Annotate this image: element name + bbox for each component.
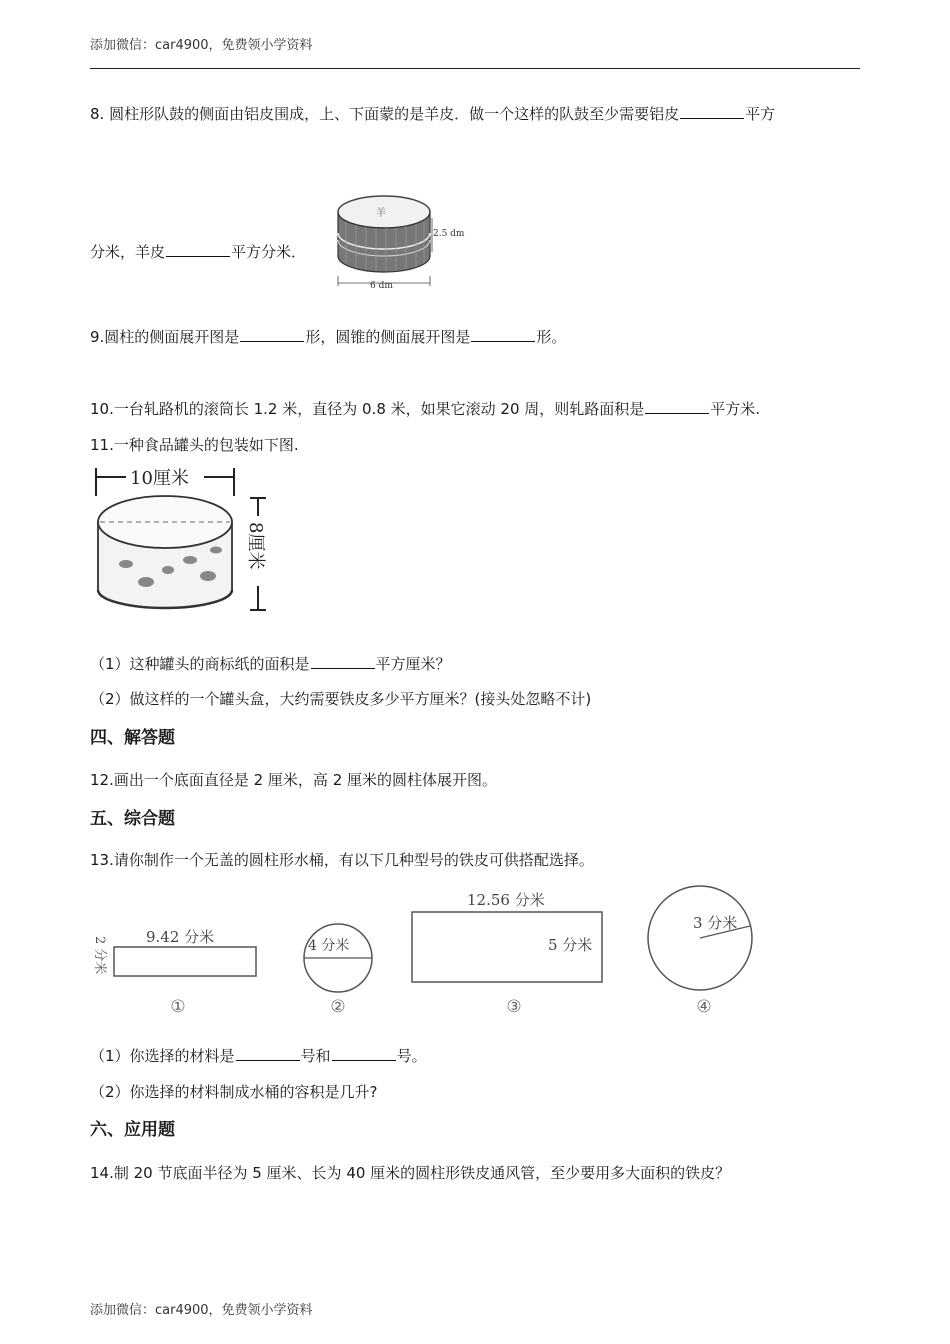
section-6-title: 六、应用题: [90, 1120, 175, 1140]
question-11-part2: （2）做这样的一个罐头盒，大约需要铁皮多少平方厘米？(接头处忽略不计): [90, 690, 592, 708]
question-8-line1: [90, 103, 775, 124]
q13-blank-1[interactable]: [236, 1046, 300, 1061]
q8-blank-aluminum[interactable]: [680, 104, 744, 119]
question-10: [90, 398, 760, 419]
materials-figure: [90, 880, 770, 1020]
material-1-rect: [114, 947, 256, 976]
q13-p1-text-c: 号。: [396, 1047, 427, 1065]
page-header: 添加微信：car4900，免费领小学资料: [90, 38, 313, 53]
material-2-number: ②: [330, 997, 346, 1017]
question-9: [90, 326, 566, 347]
q9-text-b: 形，圆锥的侧面展开图是: [305, 328, 471, 346]
q10-text-b: 平方米.: [710, 400, 761, 418]
q8-text-d: 平方分米．: [231, 243, 307, 261]
q8-blank-sheepskin[interactable]: [166, 242, 230, 257]
drum-height-label: 2.5 dm: [433, 229, 465, 239]
q11-p1-text-b: 平方厘米？: [375, 655, 451, 673]
material-4-radius-label: 3 分米: [693, 914, 738, 932]
q8-text-a: 8. 圆柱形队鼓的侧面由铝皮围成，上、下面蒙的是羊皮．做一个这样的队鼓至少需要铝皮: [90, 105, 680, 123]
material-1-number: ①: [170, 997, 186, 1017]
question-8-line2: [90, 241, 306, 262]
q9-text-a: 9.圆柱的侧面展开图是: [90, 328, 240, 346]
material-3-width-label: 12.56 分米: [467, 891, 545, 909]
material-3-height-label: 5 分米: [548, 936, 593, 954]
q8-text-c: 分米，羊皮: [90, 243, 166, 261]
material-3-number: ③: [506, 997, 522, 1017]
q8-text-b: 平方: [745, 105, 776, 123]
q13-p1-text-a: （1）你选择的材料是: [90, 1047, 235, 1065]
question-13-part2: （2）你选择的材料制成水桶的容积是几升?: [90, 1083, 378, 1101]
q9-blank-1[interactable]: [240, 327, 304, 342]
material-1-width-label: 9.42 分米: [146, 928, 215, 946]
section-4-title: 四、解答题: [90, 728, 175, 748]
question-12: 12.画出一个底面直径是 2 厘米，高 2 厘米的圆柱体展开图。: [90, 771, 498, 789]
q9-blank-2[interactable]: [471, 327, 535, 342]
q11-p1-text-a: （1）这种罐头的商标纸的面积是: [90, 655, 310, 673]
material-1-height-label: 2 分米: [92, 936, 107, 975]
q10-blank[interactable]: [645, 399, 709, 414]
material-2-diameter-label: 4 分米: [308, 938, 350, 954]
question-13-part1: [90, 1045, 427, 1066]
question-11-stem: 11.一种食品罐头的包装如下图.: [90, 436, 299, 454]
question-13-stem: 13.请你制作一个无盖的圆柱形水桶，有以下几种型号的铁皮可供搭配选择。: [90, 851, 594, 869]
q9-text-c: 形。: [536, 328, 567, 346]
page-footer: 添加微信：car4900，免费领小学资料: [90, 1303, 313, 1318]
can-height-label: 8厘米: [245, 522, 266, 570]
header-rule: [90, 68, 860, 69]
can-figure: [90, 460, 280, 620]
material-4-number: ④: [696, 997, 712, 1017]
question-11-part1: [90, 653, 451, 674]
q13-blank-2[interactable]: [332, 1046, 396, 1061]
section-5-title: 五、综合题: [90, 809, 175, 829]
drum-figure: [332, 188, 472, 290]
q10-text-a: 10.一台轧路机的滚筒长 1.2 米，直径为 0.8 米，如果它滚动 20 周，则轧路面积是: [90, 400, 645, 418]
q11-p1-blank[interactable]: [311, 654, 375, 669]
q13-p1-text-b: 号和: [300, 1047, 331, 1065]
can-width-label: 10厘米: [130, 468, 189, 489]
drum-top-mark: 羊: [376, 208, 386, 219]
question-14: 14.制 20 节底面半径为 5 厘米、长为 40 厘米的圆柱形铁皮通风管，至少要用多大面积的铁皮？: [90, 1164, 731, 1182]
drum-width-label: 6 dm: [370, 281, 393, 290]
